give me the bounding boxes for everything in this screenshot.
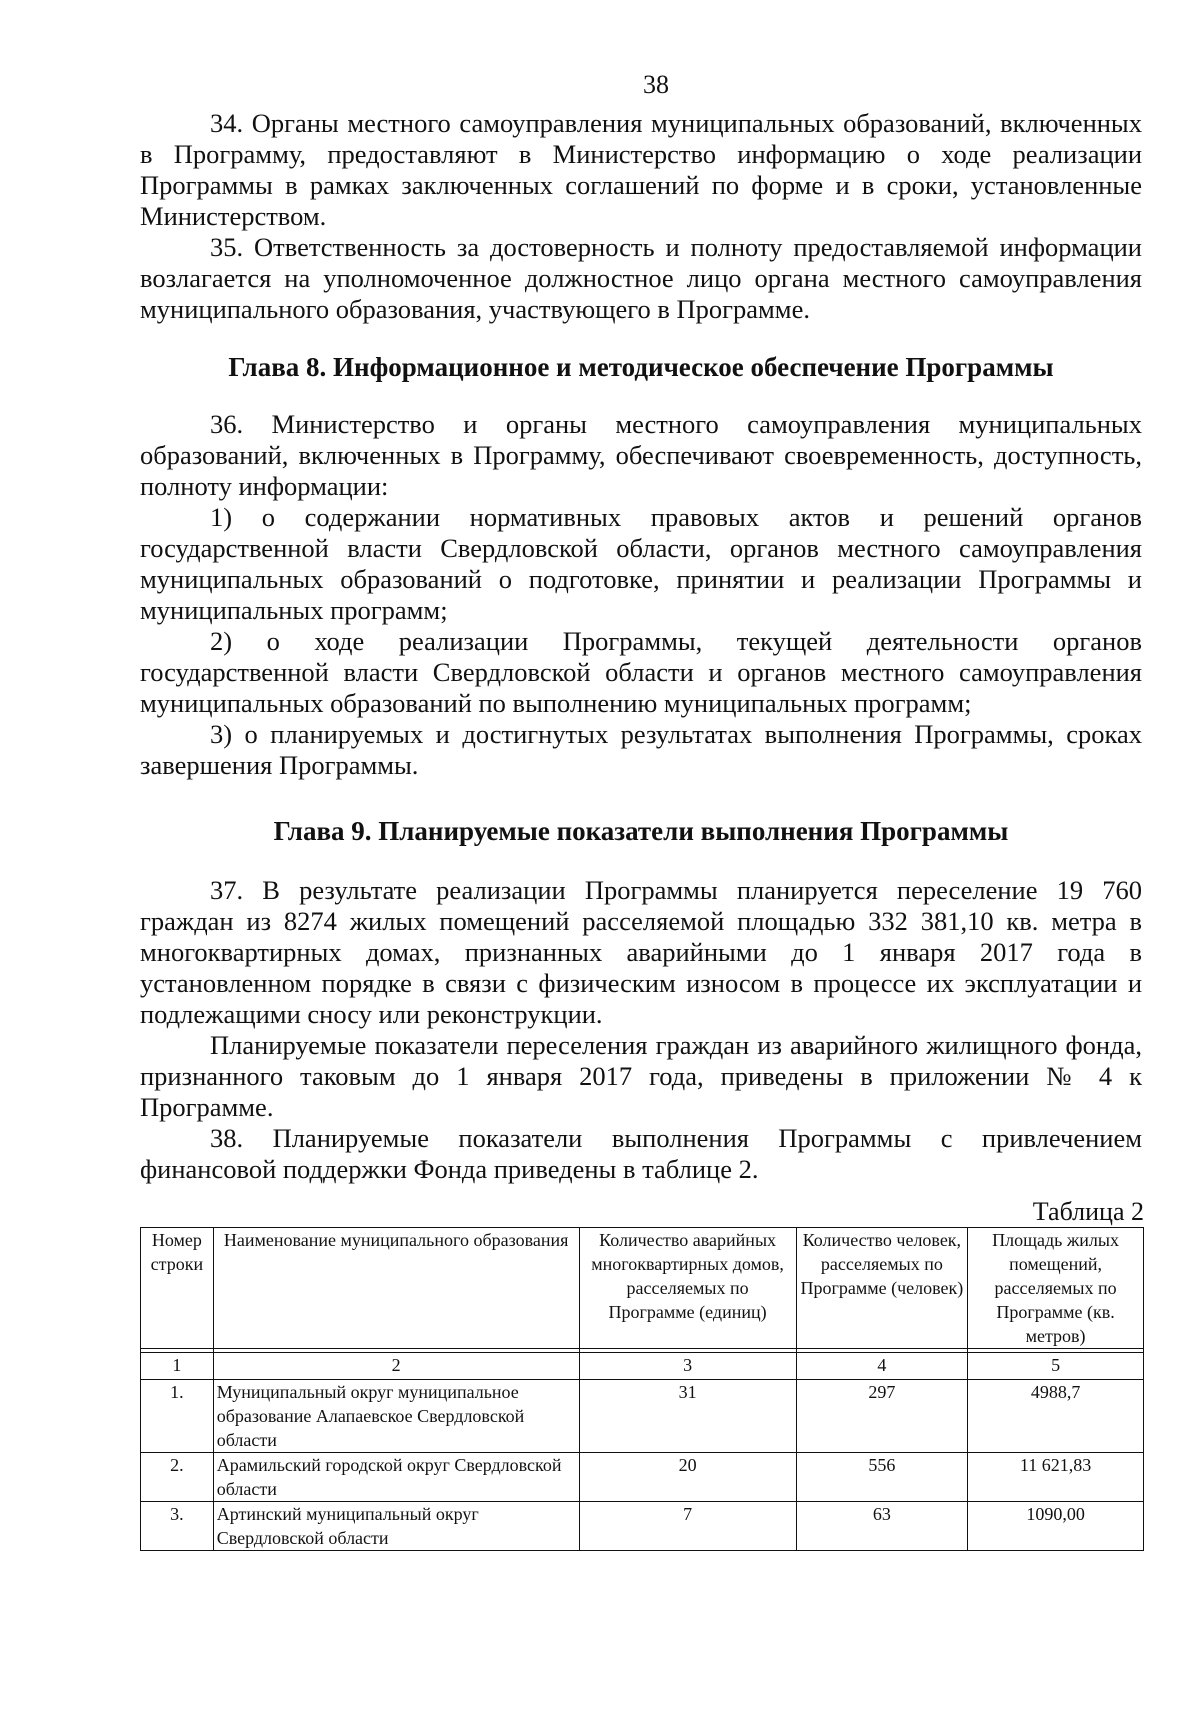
header-people-count: Количество человек, расселяемых по Программе (человек) xyxy=(796,1228,968,1349)
paragraph-37-annex: Планируемые показатели переселения граждан из аварийного жилищного фонда, признанного таковым до 1 января 2017 года, приведены в приложении № 4 к Программе. xyxy=(140,1030,1142,1122)
column-number: 3 xyxy=(579,1353,796,1380)
paragraph-37: 37. В результате реализации Программы планируется переселение 19 760 граждан из 8274 жилых помещений расселяемой площадью 332 381,10 кв. метра в многоквартирных домах, признанных аварийными до 1 января 2017 года в установленном порядке в связи с физическим износом в процессе их эксплуатации и подлежащими сносу или реконструкции. xyxy=(140,875,1142,1029)
column-number: 4 xyxy=(796,1353,968,1380)
row-number: 3. xyxy=(141,1502,214,1551)
houses-count: 7 xyxy=(579,1502,796,1551)
column-number-row xyxy=(141,1353,1144,1380)
municipality-name: Артинский муниципальный округ Свердловской области xyxy=(213,1502,579,1551)
table-row xyxy=(141,1502,1144,1551)
column-number: 2 xyxy=(213,1353,579,1380)
paragraph-36: 36. Министерство и органы местного самоуправления муниципальных образований, включенных в Программу, обеспечивают своевременность, доступность, полноту информации: xyxy=(140,409,1142,501)
municipality-name: Арамильский городской округ Свердловской области xyxy=(213,1453,579,1502)
page-number: 38 xyxy=(643,70,669,99)
row-number: 1. xyxy=(141,1380,214,1453)
table-row xyxy=(141,1380,1144,1453)
table-header-row xyxy=(141,1228,1144,1349)
indicators-table xyxy=(140,1227,1144,1551)
header-living-area: Площадь жилых помещений, расселяемых по Программе (кв. метров) xyxy=(968,1228,1144,1349)
header-municipality-name: Наименование муниципального образования xyxy=(213,1228,579,1349)
chapter-9-title: Глава 9. Планируемые показатели выполнения Программы xyxy=(273,816,1009,846)
houses-count: 20 xyxy=(579,1453,796,1502)
row-number: 2. xyxy=(141,1453,214,1502)
houses-count: 31 xyxy=(579,1380,796,1453)
living-area: 11 621,83 xyxy=(968,1453,1144,1502)
living-area: 4988,7 xyxy=(968,1380,1144,1453)
municipality-name: Муниципальный округ муниципальное образование Алапаевское Свердловской области xyxy=(213,1380,579,1453)
header-houses-count: Количество аварийных многоквартирных домов, расселяемых по Программе (единиц) xyxy=(579,1228,796,1349)
list-item-3: 3) о планируемых и достигнутых результатах выполнения Программы, сроках завершения Программы. xyxy=(140,719,1142,780)
column-number: 5 xyxy=(968,1353,1144,1380)
list-item-2: 2) о ходе реализации Программы, текущей деятельности органов государственной власти Свердловской области и органов местного самоуправления муниципальных образований по выполнению муниципальных программ; xyxy=(140,626,1142,718)
header-row-number: Номер строки xyxy=(141,1228,214,1349)
paragraph-35: 35. Ответственность за достоверность и полноту предоставляемой информации возлагается на уполномоченное должностное лицо органа местного самоуправления муниципального образования, участвующего в Программе. xyxy=(140,232,1142,324)
paragraph-34: 34. Органы местного самоуправления муниципальных образований, включенных в Программу, предоставляют в Министерство информацию о ходе реализации Программы в рамках заключенных соглашений по форме и в сроки, установленные Министерством. xyxy=(140,108,1142,231)
chapter-8-title: Глава 8. Информационное и методическое обеспечение Программы xyxy=(228,352,1054,382)
column-number: 1 xyxy=(141,1353,214,1380)
people-count: 63 xyxy=(796,1502,968,1551)
table-caption: Таблица 2 xyxy=(1032,1197,1144,1226)
list-item-1: 1) о содержании нормативных правовых актов и решений органов государственной власти Свердловской области, органов местного самоуправления муниципальных образований о подготовке, принятии и реализации Программы и муниципальных программ; xyxy=(140,502,1142,625)
document-page xyxy=(140,70,1142,1551)
people-count: 297 xyxy=(796,1380,968,1453)
living-area: 1090,00 xyxy=(968,1502,1144,1551)
paragraph-38: 38. Планируемые показатели выполнения Программы с привлечением финансовой поддержки Фонда приведены в таблице 2. xyxy=(140,1123,1142,1184)
table-row xyxy=(141,1453,1144,1502)
people-count: 556 xyxy=(796,1453,968,1502)
